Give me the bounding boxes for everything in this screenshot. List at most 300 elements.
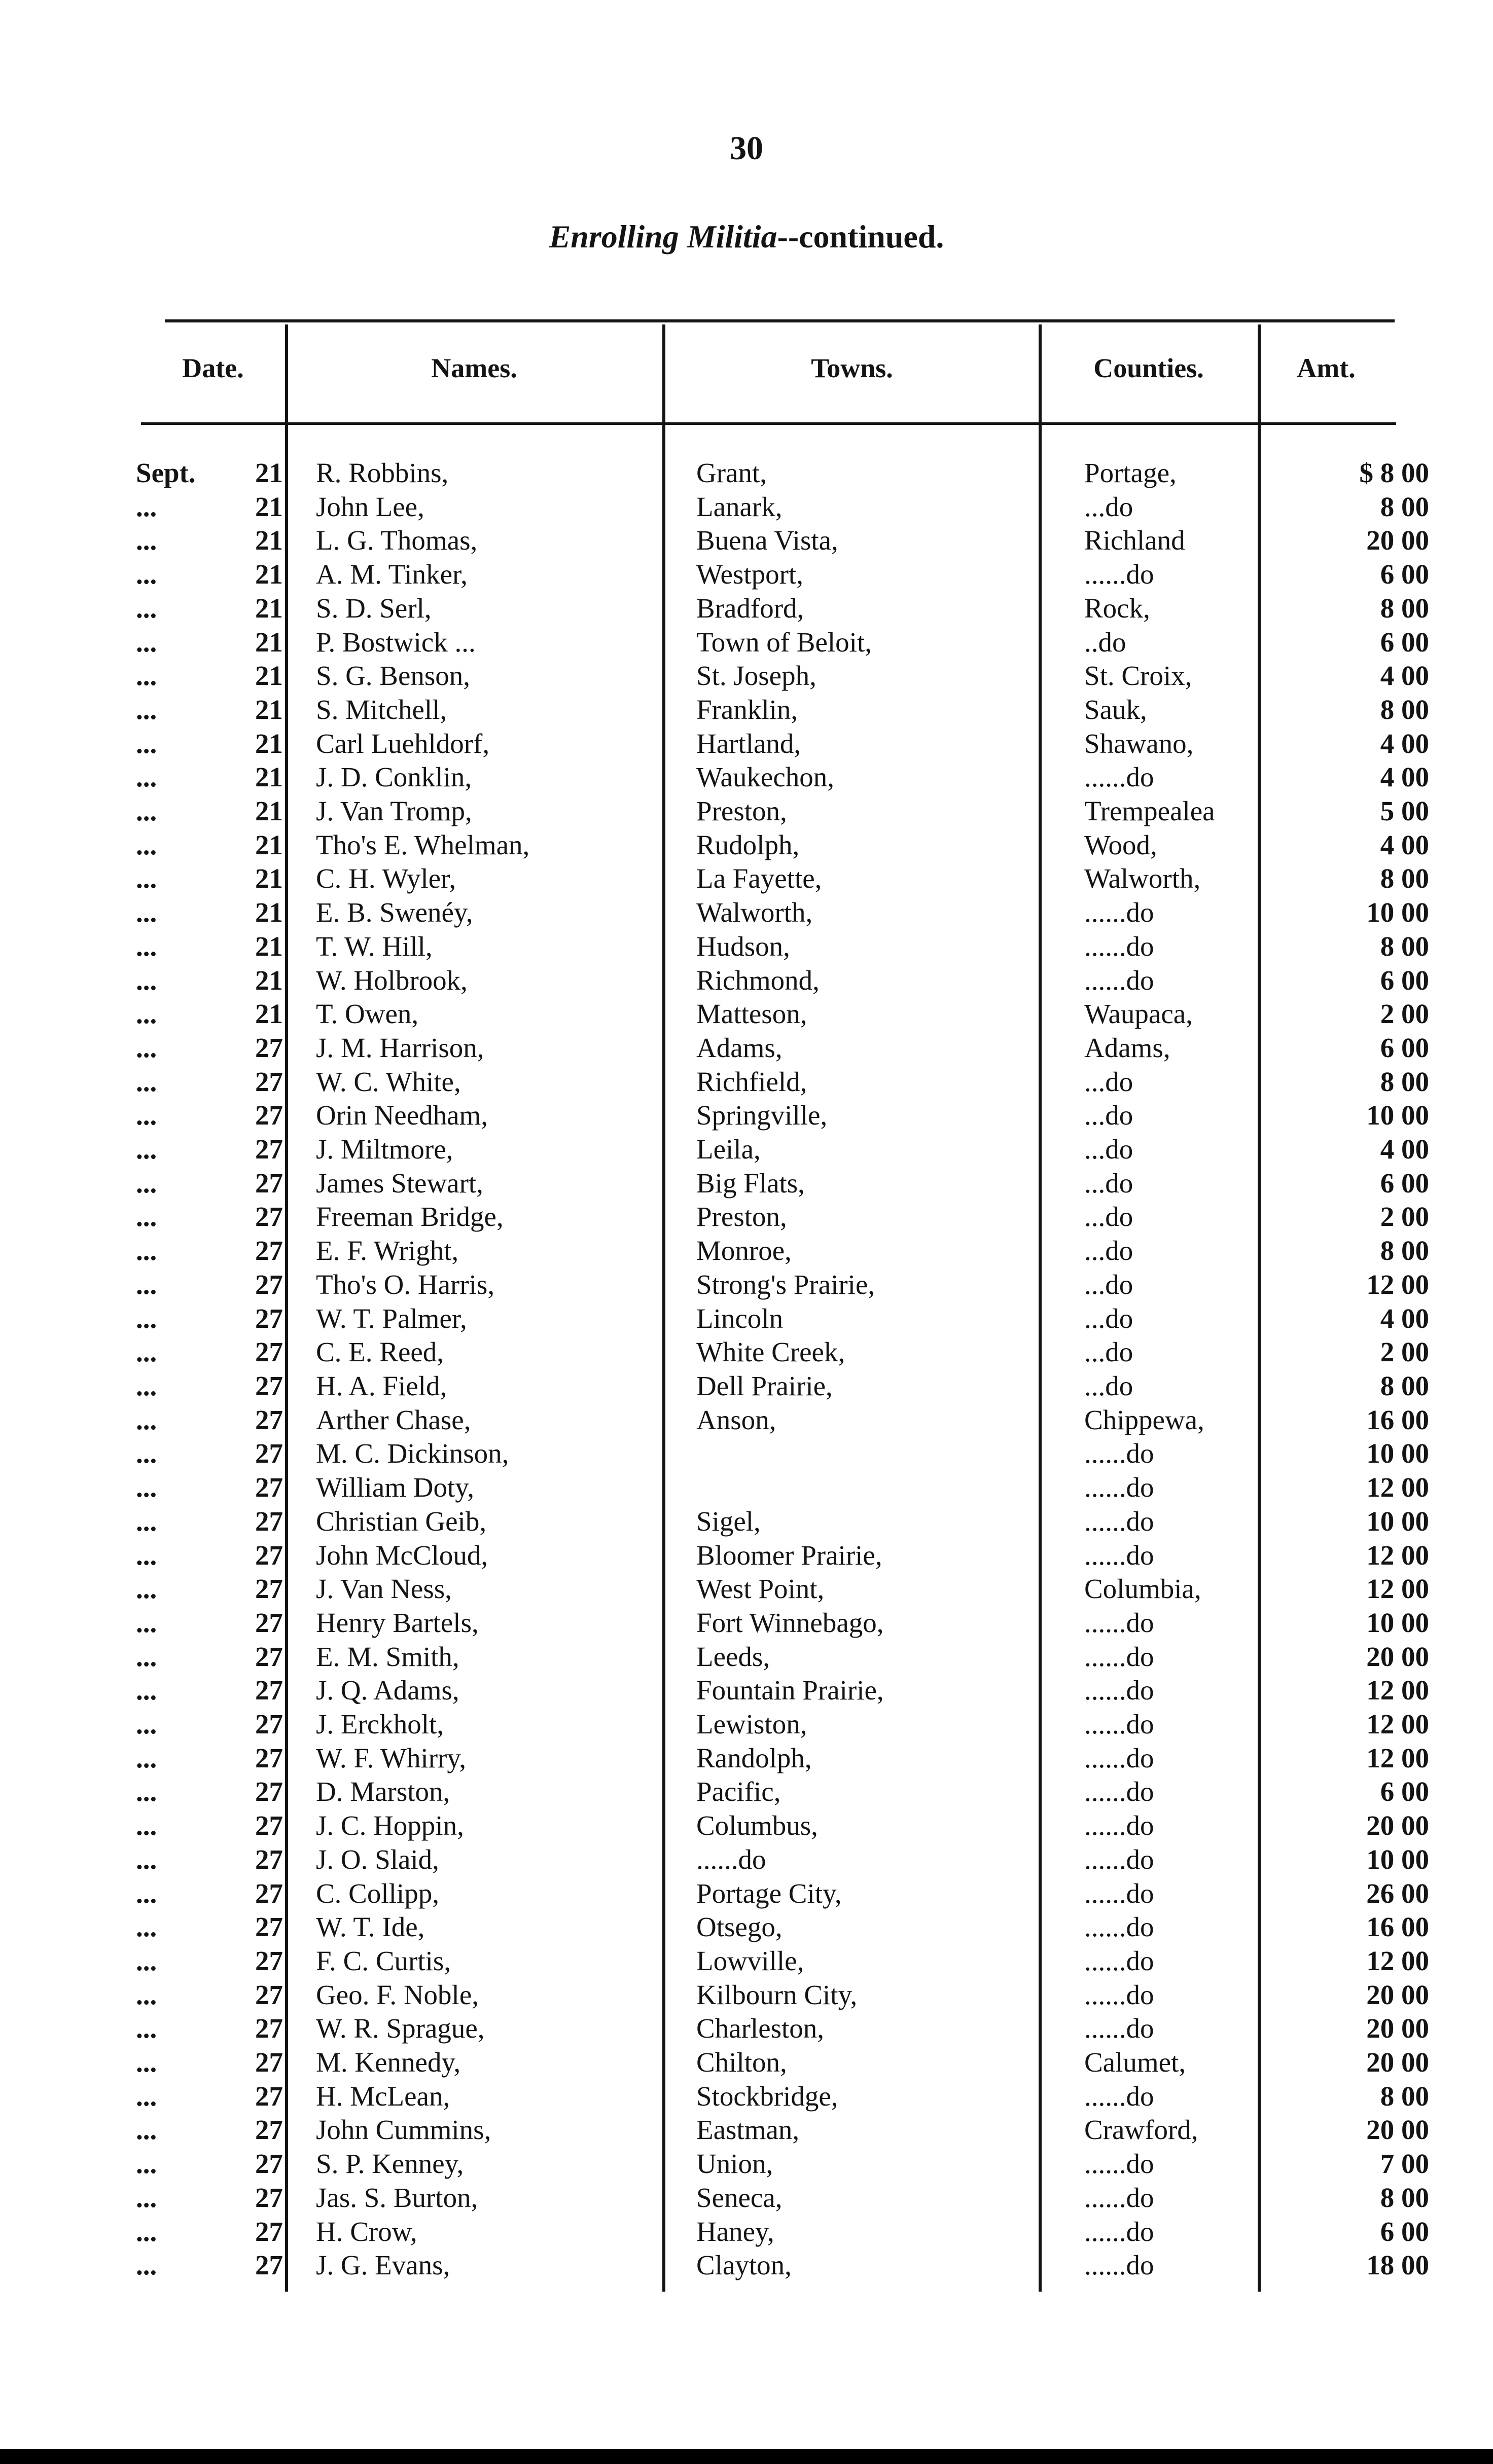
row-name: C. Collipp,: [316, 1877, 439, 1909]
row-amount: 8 00: [1380, 1370, 1429, 1401]
row-month: ...: [136, 1404, 157, 1435]
row-town: Randolph,: [696, 1742, 812, 1773]
table-row: [136, 1640, 1435, 1674]
row-month: ...: [136, 1066, 157, 1097]
row-name: James Stewart,: [316, 1167, 483, 1199]
table-row: [136, 1133, 1435, 1167]
row-day: 27: [255, 1167, 283, 1199]
table-row: [136, 1606, 1435, 1640]
row-month: ...: [136, 863, 157, 894]
page-title: [0, 218, 1493, 256]
row-name: William Doty,: [316, 1472, 474, 1503]
row-amount: 6 00: [1380, 964, 1429, 996]
row-day: 21: [255, 930, 283, 962]
row-month: ...: [136, 728, 157, 759]
row-name: Tho's O. Harris,: [316, 1269, 495, 1300]
row-day: 21: [255, 491, 283, 522]
table-row: [136, 2181, 1435, 2215]
row-day: 21: [255, 728, 283, 759]
row-name: John Cummins,: [316, 2114, 491, 2146]
row-month: ...: [136, 1573, 157, 1605]
row-day: 27: [255, 1641, 283, 1672]
row-month: ...: [136, 1641, 157, 1672]
row-month: ...: [136, 1675, 157, 1706]
row-town: Charleston,: [696, 2013, 825, 2044]
row-town: Hartland,: [696, 728, 801, 759]
table-row: [136, 2147, 1435, 2181]
row-amount: 12 00: [1366, 1539, 1429, 1571]
page-number: 30: [730, 130, 763, 167]
row-month: ...: [136, 2148, 157, 2180]
row-amount: 4 00: [1380, 829, 1429, 860]
row-month: ...: [136, 525, 157, 556]
table-row: [136, 2249, 1435, 2282]
row-amount: 20 00: [1366, 2047, 1429, 2078]
row-amount: 6 00: [1380, 626, 1429, 658]
row-amount: 16 00: [1366, 1404, 1429, 1435]
row-day: 27: [255, 2216, 283, 2247]
row-day: 27: [255, 2114, 283, 2146]
row-amount: 6 00: [1380, 1032, 1429, 1063]
row-amount: 8 00: [1380, 1235, 1429, 1266]
row-town: Dell Prairie,: [696, 1370, 833, 1401]
row-name: W. C. White,: [316, 1066, 461, 1097]
column-header-amt: Amt.: [1297, 353, 1356, 383]
row-day: 27: [255, 1573, 283, 1605]
row-name: C. H. Wyler,: [316, 863, 456, 894]
row-name: W. Holbrook,: [316, 964, 468, 996]
row-day: 27: [255, 1438, 283, 1469]
table-row: [136, 828, 1435, 862]
row-month: ...: [136, 2080, 157, 2112]
row-name: H. A. Field,: [316, 1370, 447, 1401]
row-county: Rock,: [1084, 592, 1150, 624]
column-header-names: Names.: [431, 353, 517, 383]
row-county: ......do: [1084, 2182, 1154, 2213]
row-town: Stockbridge,: [696, 2080, 838, 2112]
row-name: Arther Chase,: [316, 1404, 471, 1435]
row-town: White Creek,: [696, 1336, 845, 1368]
row-day: 27: [255, 2148, 283, 2180]
row-amount: 20 00: [1366, 1979, 1429, 2010]
row-day: 27: [255, 1404, 283, 1435]
row-amount: 2 00: [1380, 998, 1429, 1030]
row-town: Fort Winnebago,: [696, 1607, 884, 1638]
row-town: Richfield,: [696, 1066, 807, 1097]
row-amount: 12 00: [1366, 1945, 1429, 1976]
row-day: 27: [255, 1100, 283, 1131]
row-amount: 8 00: [1380, 930, 1429, 962]
row-name: Carl Luehldorf,: [316, 728, 490, 759]
row-town: Portage City,: [696, 1877, 842, 1909]
row-month: ...: [136, 1539, 157, 1571]
row-town: Lowville,: [696, 1945, 804, 1976]
row-county: ......do: [1084, 1505, 1154, 1537]
row-county: ...do: [1084, 1370, 1133, 1401]
table-row: [136, 1505, 1435, 1539]
row-month: ...: [136, 2250, 157, 2281]
row-town: [681, 1437, 1072, 1471]
row-amount: 4 00: [1380, 762, 1429, 793]
row-day: 27: [255, 1269, 283, 1300]
row-month: ...: [136, 592, 157, 624]
row-day: 27: [255, 1302, 283, 1334]
row-month: ...: [136, 1776, 157, 1807]
row-month: ...: [136, 1979, 157, 2010]
row-amount: 20 00: [1366, 525, 1429, 556]
row-county: ......do: [1084, 1911, 1154, 1943]
row-amount: 12 00: [1366, 1472, 1429, 1503]
row-amount: 10 00: [1366, 1607, 1429, 1638]
row-county: ......do: [1084, 559, 1154, 590]
row-amount: 12 00: [1366, 1675, 1429, 1706]
row-county: ..do: [1084, 626, 1126, 658]
row-month: ...: [136, 2013, 157, 2044]
row-day: 21: [255, 626, 283, 658]
row-day: 27: [255, 1235, 283, 1266]
row-month: ...: [136, 1607, 157, 1638]
table-row: [136, 727, 1435, 761]
row-amount: 8 00: [1380, 694, 1429, 725]
enrollment-table: [136, 456, 1435, 2282]
row-month: ...: [136, 1911, 157, 1943]
row-month: ...: [136, 1945, 157, 1976]
row-amount: 8 00: [1380, 2182, 1429, 2213]
row-town: Bloomer Prairie,: [696, 1539, 882, 1571]
row-town: Hudson,: [696, 930, 790, 962]
row-name: W. R. Sprague,: [316, 2013, 485, 2044]
row-name: Jas. S. Burton,: [316, 2182, 478, 2213]
row-town: Monroe,: [696, 1235, 792, 1266]
row-county: St. Croix,: [1084, 660, 1192, 692]
row-name: J. C. Hoppin,: [316, 1810, 464, 1841]
row-name: M. Kennedy,: [316, 2047, 461, 2078]
row-name: E. B. Swenéy,: [316, 897, 473, 928]
row-day: 27: [255, 1607, 283, 1638]
row-town: Preston,: [696, 795, 787, 827]
row-month: ...: [136, 660, 157, 692]
row-county: ......do: [1084, 1742, 1154, 1773]
table-row: [136, 456, 1435, 490]
table-row: [136, 1775, 1435, 1809]
row-name: A. M. Tinker,: [316, 559, 468, 590]
table-row: [136, 1910, 1435, 1944]
row-day: 27: [255, 2047, 283, 2078]
row-county: ......do: [1084, 1472, 1154, 1503]
table-row: [136, 862, 1435, 896]
table-row: [136, 1268, 1435, 1302]
column-header-towns: Towns.: [811, 353, 893, 383]
table-row: [136, 997, 1435, 1031]
table-row: [136, 760, 1435, 794]
row-town: La Fayette,: [696, 863, 822, 894]
row-month: ...: [136, 1742, 157, 1773]
row-county: ......do: [1084, 2080, 1154, 2112]
row-month: ...: [136, 1201, 157, 1233]
row-day: 27: [255, 1911, 283, 1943]
row-county: ...do: [1084, 1269, 1133, 1300]
row-name: John Lee,: [316, 491, 424, 522]
row-amount: 6 00: [1380, 559, 1429, 590]
row-county: Portage,: [1084, 457, 1177, 488]
table-row: [136, 524, 1435, 558]
row-month: ...: [136, 1336, 157, 1368]
row-name: W. T. Palmer,: [316, 1302, 467, 1334]
table-row: [136, 1200, 1435, 1234]
row-name: T. W. Hill,: [316, 930, 433, 962]
table-row: [136, 1742, 1435, 1775]
row-name: J. Van Tromp,: [316, 795, 472, 827]
row-name: S. P. Kenney,: [316, 2148, 464, 2180]
row-amount: 26 00: [1366, 1877, 1429, 1909]
table-row: [136, 490, 1435, 524]
row-amount: 20 00: [1366, 1810, 1429, 1841]
row-day: 21: [255, 795, 283, 827]
column-header-date: Date.: [182, 353, 244, 383]
table-row: [136, 1674, 1435, 1708]
table-row: [136, 964, 1435, 998]
row-day: 27: [255, 1370, 283, 1401]
row-county: ......do: [1084, 1709, 1154, 1740]
row-name: Tho's E. Whelman,: [316, 829, 530, 860]
row-county: ......do: [1084, 1877, 1154, 1909]
row-name: L. G. Thomas,: [316, 525, 478, 556]
table-row: [136, 1471, 1435, 1505]
row-town: Chilton,: [696, 2047, 787, 2078]
row-name: E. F. Wright,: [316, 1235, 459, 1266]
row-town: Grant,: [696, 457, 767, 488]
row-town: Matteson,: [696, 998, 807, 1030]
row-town: ......do: [696, 1843, 766, 1875]
row-amount: 8 00: [1380, 592, 1429, 624]
row-name: C. E. Reed,: [316, 1336, 444, 1368]
row-county: ......do: [1084, 1810, 1154, 1841]
row-amount: 6 00: [1380, 1167, 1429, 1199]
row-name: R. Robbins,: [316, 457, 449, 488]
row-month: Sept.: [136, 457, 196, 488]
row-day: 27: [255, 1709, 283, 1740]
row-amount: 4 00: [1380, 728, 1429, 759]
row-day: 27: [255, 1336, 283, 1368]
row-county: ......do: [1084, 1539, 1154, 1571]
row-month: ...: [136, 491, 157, 522]
row-month: ...: [136, 998, 157, 1030]
row-day: 27: [255, 2013, 283, 2044]
table-row: [136, 693, 1435, 727]
row-day: 27: [255, 1742, 283, 1773]
row-amount: 10 00: [1366, 1100, 1429, 1131]
row-town: Kilbourn City,: [696, 1979, 858, 2010]
row-day: 27: [255, 1945, 283, 1976]
row-month: ...: [136, 626, 157, 658]
row-town: Big Flats,: [696, 1167, 805, 1199]
row-town: Rudolph,: [696, 829, 800, 860]
row-county: ......do: [1084, 762, 1154, 793]
row-day: 21: [255, 457, 283, 488]
row-county: ......do: [1084, 1607, 1154, 1638]
row-month: ...: [136, 930, 157, 962]
table-row: [136, 1877, 1435, 1911]
row-amount: 16 00: [1366, 1911, 1429, 1943]
row-name: S. Mitchell,: [316, 694, 447, 725]
row-month: ...: [136, 1269, 157, 1300]
row-day: 21: [255, 829, 283, 860]
row-town: Haney,: [696, 2216, 774, 2247]
table-row: [136, 592, 1435, 626]
row-month: ...: [136, 1505, 157, 1537]
row-name: John McCloud,: [316, 1539, 488, 1571]
row-day: 21: [255, 592, 283, 624]
row-town: Pacific,: [696, 1776, 781, 1807]
row-county: ......do: [1084, 1979, 1154, 2010]
row-county: ......do: [1084, 2148, 1154, 2180]
row-month: ...: [136, 1167, 157, 1199]
row-name: Henry Bartels,: [316, 1607, 479, 1638]
row-amount: 10 00: [1366, 1843, 1429, 1875]
row-month: ...: [136, 1134, 157, 1165]
table-row: [136, 1369, 1435, 1403]
row-month: ...: [136, 1032, 157, 1063]
row-county: Chippewa,: [1084, 1404, 1204, 1435]
row-day: 27: [255, 1472, 283, 1503]
row-county: ...do: [1084, 1167, 1133, 1199]
row-county: ......do: [1084, 1641, 1154, 1672]
row-town: Clayton,: [696, 2250, 792, 2281]
row-county: Wood,: [1084, 829, 1157, 860]
row-county: Columbia,: [1084, 1573, 1201, 1605]
table-row: [136, 1809, 1435, 1843]
row-amount: 12 00: [1366, 1742, 1429, 1773]
row-amount: 4 00: [1380, 660, 1429, 692]
row-month: ...: [136, 2182, 157, 2213]
row-day: 21: [255, 863, 283, 894]
enrollment-table-body: [136, 456, 1435, 2282]
row-name: Freeman Bridge,: [316, 1201, 504, 1233]
row-month: ...: [136, 762, 157, 793]
row-day: 27: [255, 1979, 283, 2010]
table-row: [136, 1065, 1435, 1099]
row-town: Richmond,: [696, 964, 820, 996]
row-day: 27: [255, 1675, 283, 1706]
row-town: Preston,: [696, 1201, 787, 1233]
row-month: ...: [136, 1709, 157, 1740]
row-county: Crawford,: [1084, 2114, 1198, 2146]
row-town: [681, 1471, 1072, 1505]
row-day: 27: [255, 2250, 283, 2281]
row-amount: 10 00: [1366, 897, 1429, 928]
row-county: Sauk,: [1084, 694, 1147, 725]
table-row: [136, 794, 1435, 828]
row-name: J. M. Harrison,: [316, 1032, 484, 1063]
row-county: ...do: [1084, 1066, 1133, 1097]
row-town: Leeds,: [696, 1641, 770, 1672]
row-county: ......do: [1084, 964, 1154, 996]
row-day: 21: [255, 660, 283, 692]
table-row: [136, 1167, 1435, 1201]
row-amount: $ 8 00: [1359, 457, 1429, 488]
row-day: 27: [255, 1539, 283, 1571]
row-town: Waukechon,: [696, 762, 834, 793]
row-county: ......do: [1084, 1776, 1154, 1807]
row-county: ...do: [1084, 1336, 1133, 1368]
table-row: [136, 1234, 1435, 1268]
table-row: [136, 1099, 1435, 1133]
table-row: [136, 1031, 1435, 1065]
row-name: S. D. Serl,: [316, 592, 432, 624]
row-amount: 10 00: [1366, 1438, 1429, 1469]
row-town: Lanark,: [696, 491, 783, 522]
row-day: 27: [255, 1066, 283, 1097]
row-month: ...: [136, 1472, 157, 1503]
table-row: [136, 1335, 1435, 1369]
row-county: ...do: [1084, 1201, 1133, 1233]
row-name: M. C. Dickinson,: [316, 1438, 509, 1469]
table-row: [136, 1403, 1435, 1437]
row-day: 27: [255, 1032, 283, 1063]
row-amount: 4 00: [1380, 1134, 1429, 1165]
row-county: ......do: [1084, 2216, 1154, 2247]
row-name: J. Van Ness,: [316, 1573, 452, 1605]
table-row: [136, 659, 1435, 693]
page-title-italic: Enrolling Militia: [549, 219, 777, 255]
row-town: Springville,: [696, 1100, 828, 1131]
row-month: ...: [136, 897, 157, 928]
row-name: T. Owen,: [316, 998, 419, 1030]
row-amount: 7 00: [1380, 2148, 1429, 2180]
row-town: Walworth,: [696, 897, 813, 928]
row-amount: 4 00: [1380, 1302, 1429, 1334]
row-amount: 20 00: [1366, 1641, 1429, 1672]
row-town: Seneca,: [696, 2182, 783, 2213]
table-row: [136, 2080, 1435, 2114]
row-day: 21: [255, 559, 283, 590]
row-county: ...do: [1084, 1302, 1133, 1334]
table-row: [136, 2012, 1435, 2046]
row-name: J. Miltmore,: [316, 1134, 453, 1165]
table-row: [136, 2215, 1435, 2249]
row-month: ...: [136, 1235, 157, 1266]
row-county: ...do: [1084, 1235, 1133, 1266]
row-amount: 8 00: [1380, 1066, 1429, 1097]
table-row: [136, 1978, 1435, 2012]
row-town: Westport,: [696, 559, 803, 590]
row-day: 27: [255, 1505, 283, 1537]
table-row: [136, 930, 1435, 964]
table-row: [136, 1437, 1435, 1471]
header-top-rule: [165, 319, 1395, 322]
row-town: Fountain Prairie,: [696, 1675, 884, 1706]
row-month: ...: [136, 1438, 157, 1469]
row-town: Franklin,: [696, 694, 798, 725]
row-name: D. Marston,: [316, 1776, 450, 1807]
row-name: J. Erckholt,: [316, 1709, 444, 1740]
row-name: Christian Geib,: [316, 1505, 487, 1537]
row-county: Richland: [1084, 525, 1185, 556]
row-town: Lincoln: [696, 1302, 784, 1334]
row-month: ...: [136, 1843, 157, 1875]
row-name: S. G. Benson,: [316, 660, 471, 692]
row-day: 27: [255, 2080, 283, 2112]
row-county: Shawano,: [1084, 728, 1194, 759]
table-row: [136, 1539, 1435, 1573]
row-town: Strong's Prairie,: [696, 1269, 875, 1300]
row-month: ...: [136, 2216, 157, 2247]
row-day: 21: [255, 694, 283, 725]
row-town: Anson,: [696, 1404, 776, 1435]
table-row: [136, 1843, 1435, 1877]
row-month: ...: [136, 795, 157, 827]
row-town: Otsego,: [696, 1911, 783, 1943]
